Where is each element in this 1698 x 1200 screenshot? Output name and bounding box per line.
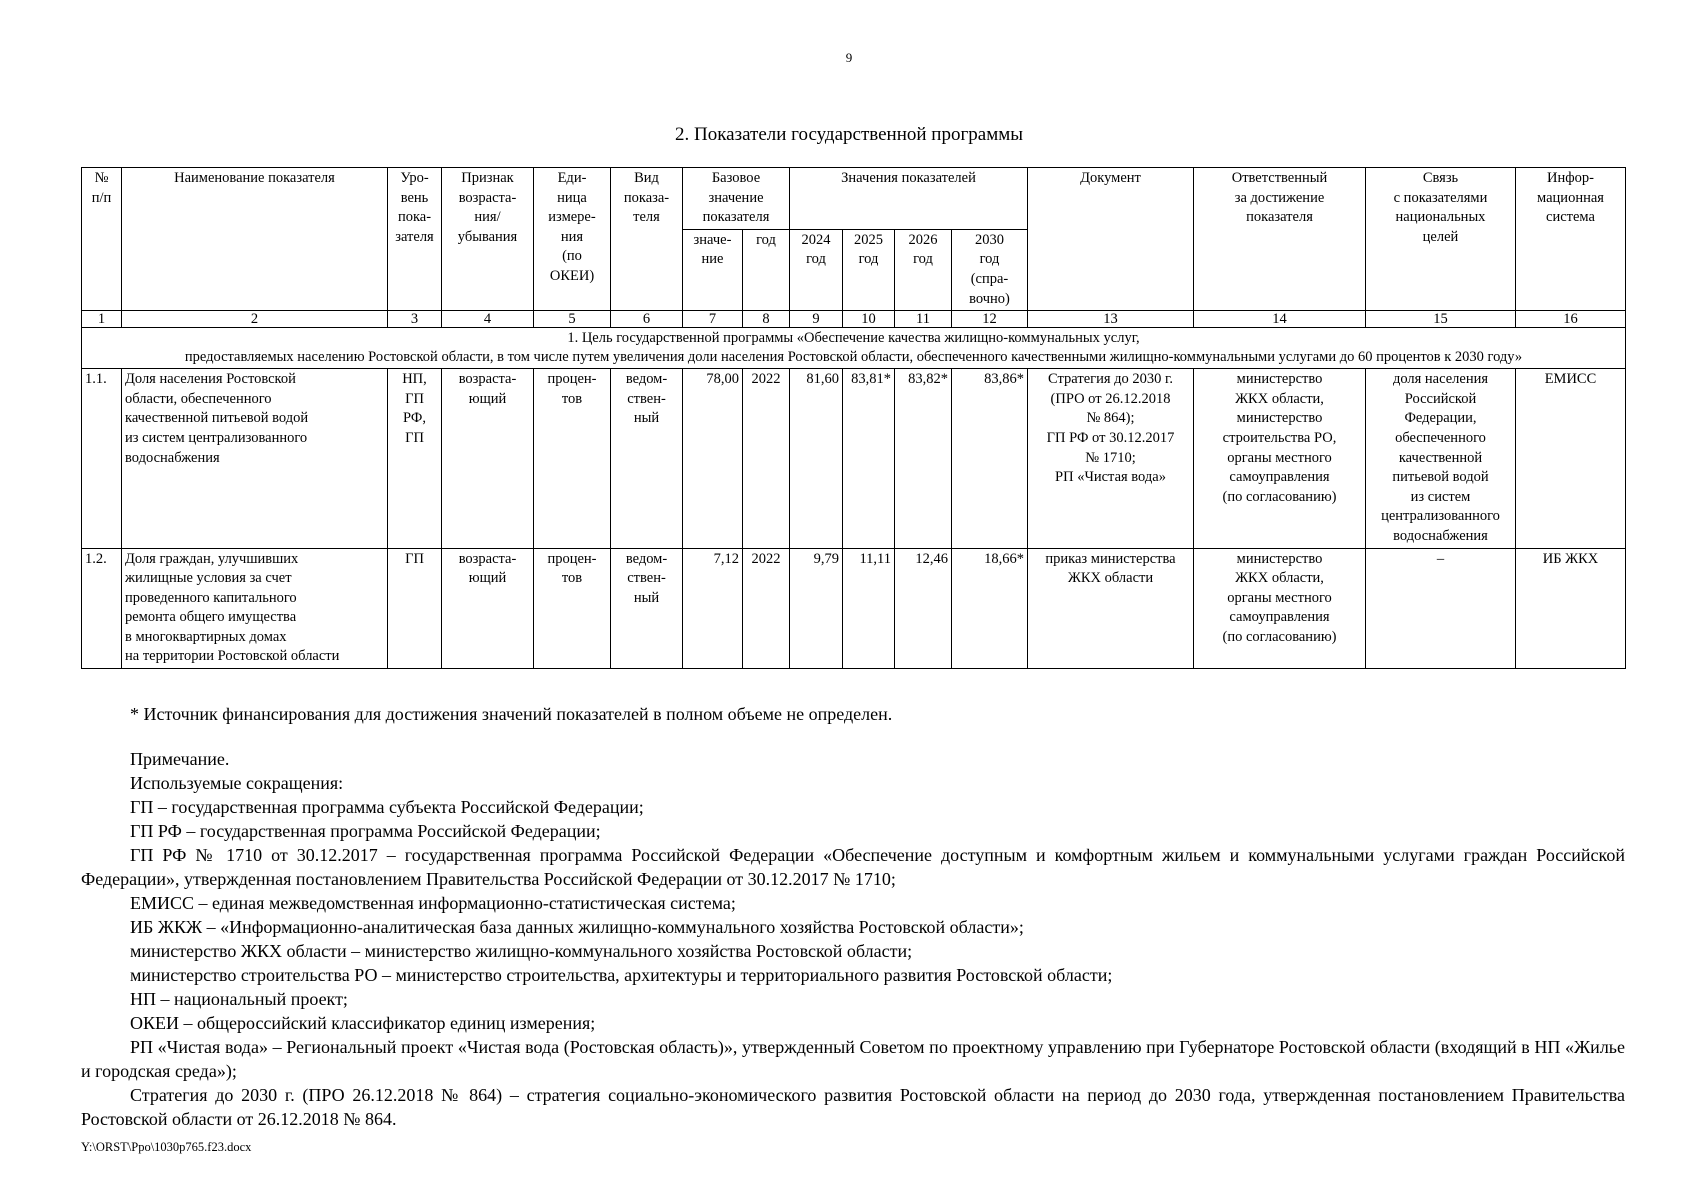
column-number: 15	[1366, 311, 1516, 328]
row-link: –	[1366, 548, 1516, 669]
indicators-table-wrapper	[81, 167, 1625, 669]
note-line: министерство строительства РО – министерство строительства, архитектуры и территориального развития Ростовской области;	[130, 965, 1113, 985]
note-line: Используемые сокращения:	[130, 773, 344, 793]
row-base-year: 2022	[743, 369, 790, 548]
goal-row	[82, 328, 1626, 369]
row-responsible: министерство ЖКХ области, министерство строительства РО, органы местного самоуправления (по согласованию)	[1194, 369, 1366, 548]
column-number: 13	[1028, 311, 1194, 328]
header-2030: 2030 год (спра- вочно)	[952, 229, 1028, 310]
column-number: 6	[611, 311, 683, 328]
row-name: Доля населения Ростовской области, обеспеченного качественной питьевой водой из систем централизованного водоснабжения	[122, 369, 388, 548]
row-document: приказ министерства ЖКХ области	[1028, 548, 1194, 669]
column-number: 8	[743, 311, 790, 328]
column-number: 10	[843, 311, 895, 328]
row-2024: 81,60	[790, 369, 843, 548]
header-2026: 2026 год	[895, 229, 952, 310]
note-line: ЕМИСС – единая межведомственная информационно-статистическая система;	[130, 893, 736, 913]
row-num: 1.1.	[82, 369, 122, 548]
row-2030: 83,86*	[952, 369, 1028, 548]
table-row	[82, 548, 1626, 669]
header-link: Связь с показателями национальных целей	[1366, 168, 1516, 311]
header-base-value: значе- ние	[683, 229, 743, 310]
row-info-system: ЕМИСС	[1516, 369, 1626, 548]
header-2024: 2024 год	[790, 229, 843, 310]
note-line: Стратегия до 2030 г. (ПРО 26.12.2018 № 864) – стратегия социально-экономического развития Ростовской области на период до 2030 года, утвержденная постановлением Правительства Ростовской области от 26.12.2018 № 864.	[81, 1085, 1625, 1129]
row-trend: возраста- ющий	[442, 548, 534, 669]
note-line: РП «Чистая вода» – Региональный проект «Чистая вода (Ростовская область)», утвержденный Советом по проектному управлению при Губернаторе Ростовской области (входящий в НП «Жилье и городская среда»);	[81, 1037, 1625, 1081]
row-2030: 18,66*	[952, 548, 1028, 669]
column-number: 2	[122, 311, 388, 328]
note-line: НП – национальный проект;	[130, 989, 348, 1009]
row-base-year: 2022	[743, 548, 790, 669]
notes	[81, 747, 1625, 1131]
row-type: ведом- ствен- ный	[611, 548, 683, 669]
row-type: ведом- ствен- ный	[611, 369, 683, 548]
header-base: Базовое значение показателя	[683, 168, 790, 230]
note-line: ГП РФ – государственная программа Российской Федерации;	[130, 821, 601, 841]
row-name: Доля граждан, улучшивших жилищные условия за счет проведенного капитального ремонта общего имущества в многоквартирных домах на территории Ростовской области	[122, 548, 388, 669]
column-number: 1	[82, 311, 122, 328]
row-2024: 9,79	[790, 548, 843, 669]
file-path-footer: Y:\ORST\Ppo\1030p765.f23.docx	[81, 1140, 252, 1154]
row-unit: процен- тов	[534, 369, 611, 548]
header-row-1	[82, 168, 1626, 230]
header-num: № п/п	[82, 168, 122, 311]
row-unit: процен- тов	[534, 548, 611, 669]
column-number: 3	[388, 311, 442, 328]
column-number: 5	[534, 311, 611, 328]
row-base-value: 78,00	[683, 369, 743, 548]
row-document: Стратегия до 2030 г. (ПРО от 26.12.2018 № 864); ГП РФ от 30.12.2017 № 1710; РП «Чистая вода»	[1028, 369, 1194, 548]
row-2026: 12,46	[895, 548, 952, 669]
column-number: 14	[1194, 311, 1366, 328]
row-link: доля населения Российской Федерации, обеспеченного качественной питьевой водой из систем централизованного водоснабжения	[1366, 369, 1516, 548]
column-number: 16	[1516, 311, 1626, 328]
row-level: ГП	[388, 548, 442, 669]
row-2025: 83,81*	[843, 369, 895, 548]
row-trend: возраста- ющий	[442, 369, 534, 548]
section-title: 2. Показатели государственной программы	[674, 124, 1024, 145]
header-trend: Признак возраста- ния/ убывания	[442, 168, 534, 311]
row-base-value: 7,12	[683, 548, 743, 669]
row-responsible: министерство ЖКХ области, органы местного самоуправления (по согласованию)	[1194, 548, 1366, 669]
note-line: ИБ ЖКЖ – «Информационно-аналитическая база данных жилищно-коммунального хозяйства Ростовской области»;	[130, 917, 1024, 937]
header-level: Уро- вень пока- зателя	[388, 168, 442, 311]
header-type: Вид показа- теля	[611, 168, 683, 311]
column-number: 9	[790, 311, 843, 328]
header-2025: 2025 год	[843, 229, 895, 310]
note-line: ГП – государственная программа субъекта Российской Федерации;	[130, 797, 644, 817]
header-values: Значения показателей	[790, 168, 1028, 230]
row-2026: 83,82*	[895, 369, 952, 548]
row-num: 1.2.	[82, 548, 122, 669]
column-numbers-row	[82, 311, 1626, 328]
note-line: ГП РФ № 1710 от 30.12.2017 – государственная программа Российской Федерации «Обеспечение доступным и комфортным жильем и коммунальными услугами граждан Российской Федерации», утвержденная постановлением Правительства Российской Федерации от 30.12.2017 № 1710;	[81, 845, 1625, 889]
page-number: 9	[845, 50, 853, 65]
row-level: НП, ГП РФ, ГП	[388, 369, 442, 548]
header-document: Документ	[1028, 168, 1194, 311]
note-line: министерство ЖКХ области – министерство жилищно-коммунального хозяйства Ростовской области;	[130, 941, 913, 961]
footnote: * Источник финансирования для достижения значений показателей в полном объеме не определен.	[130, 704, 893, 724]
indicators-table	[81, 167, 1626, 669]
column-number: 4	[442, 311, 534, 328]
header-responsible: Ответственный за достижение показателя	[1194, 168, 1366, 311]
header-unit: Еди- ница измере- ния (по ОКЕИ)	[534, 168, 611, 311]
header-name: Наименование показателя	[122, 168, 388, 311]
column-number: 7	[683, 311, 743, 328]
table-row	[82, 369, 1626, 548]
row-info-system: ИБ ЖКХ	[1516, 548, 1626, 669]
column-number: 11	[895, 311, 952, 328]
header-base-year: год	[743, 229, 790, 310]
column-number: 12	[952, 311, 1028, 328]
note-line: Примечание.	[130, 749, 230, 769]
goal-text: 1. Цель государственной программы «Обеспечение качества жилищно-коммунальных услуг, предоставляемых населению Ростовской области, в том числе путем увеличения доли населения Ростовской области, обеспеченного качественными жилищно-коммунальными услугами до 60 процентов к 2030 году»	[82, 328, 1626, 369]
header-info-system: Инфор- мационная система	[1516, 168, 1626, 311]
note-line: ОКЕИ – общероссийский классификатор единиц измерения;	[130, 1013, 596, 1033]
row-2025: 11,11	[843, 548, 895, 669]
